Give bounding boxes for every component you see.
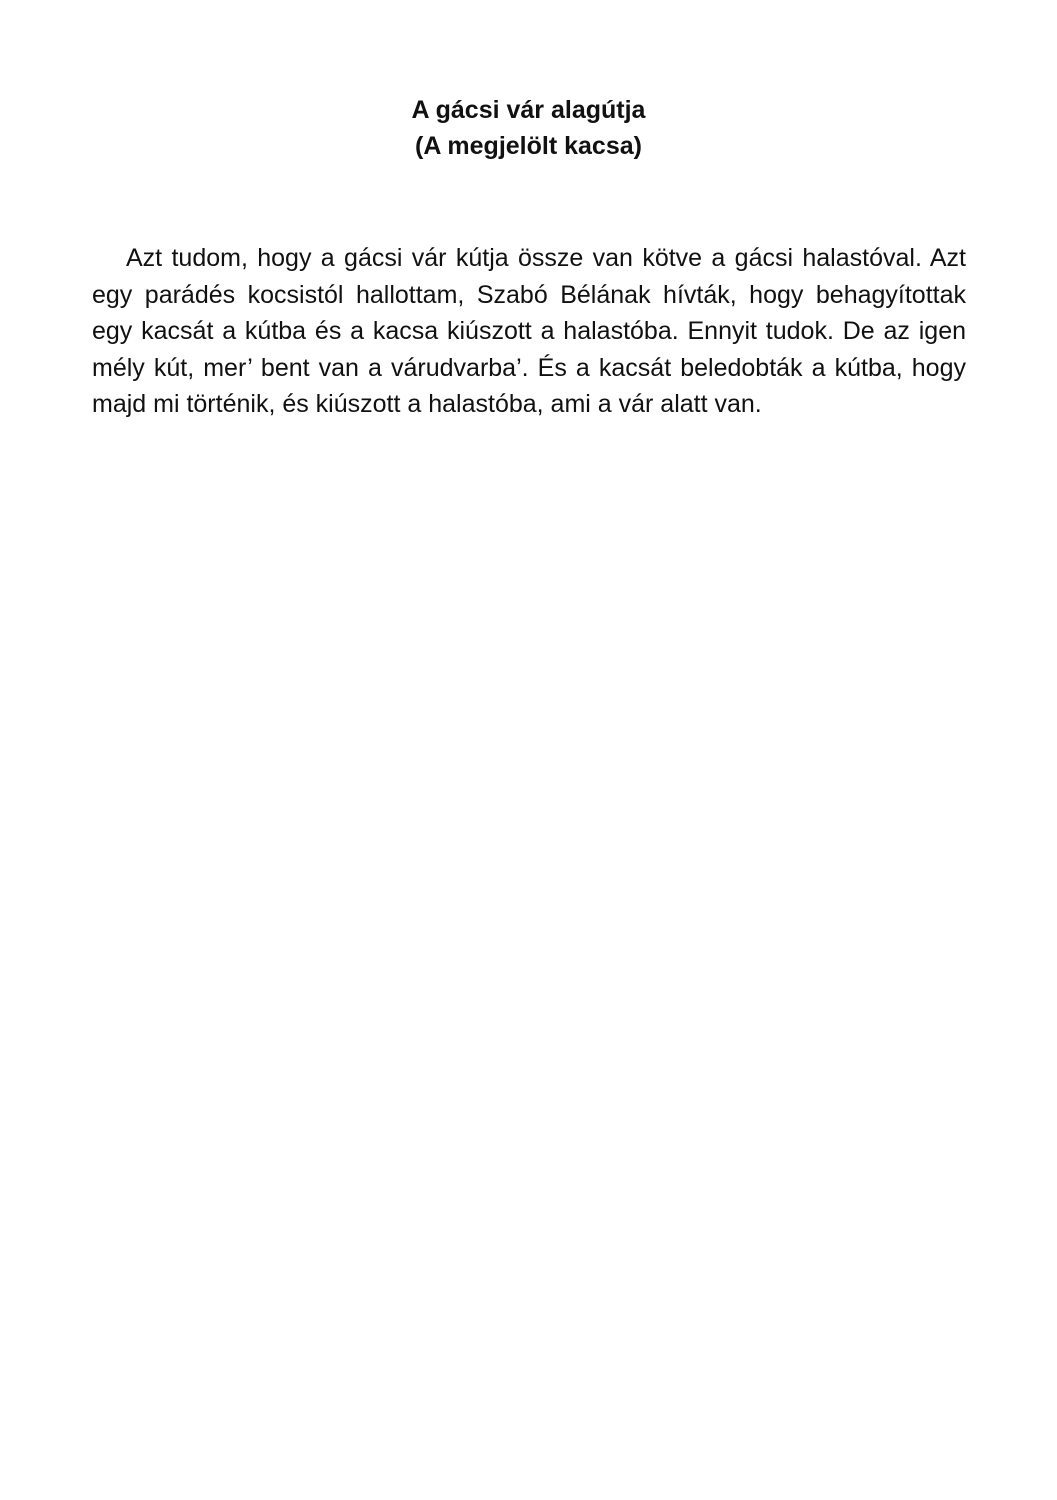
title-block [0, 92, 1057, 164]
body-paragraph: Azt tudom, hogy a gácsi vár kútja össze van kötve a gácsi halastóval. Azt egy parádés kocsistól hallottam, Szabó Bélának hívták, hogy behagyítottak egy kacsát a kútba és a kacsa kiúszott a halastóba. Ennyit tudok. De az igen mély kút, mer’ bent van a várudvarba’. És a kacsát beledobták a kútba, hogy majd mi történik, és kiúszott a halastóba, ami a vár alatt van. [92, 244, 966, 418]
document-title: A gácsi vár alagútja [411, 96, 646, 124]
document-subtitle: (A megjelölt kacsa) [415, 132, 642, 160]
